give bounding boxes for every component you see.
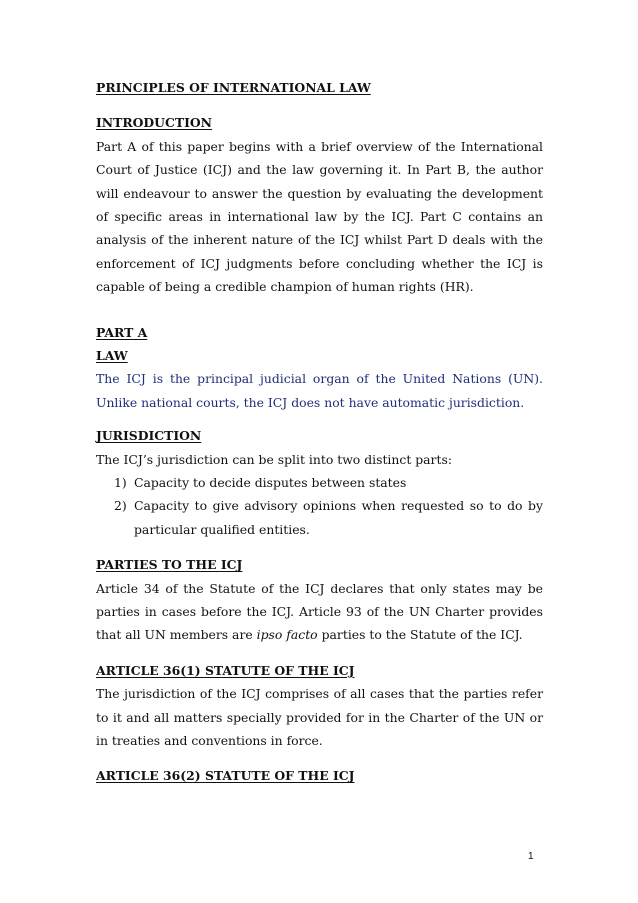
law-heading: LAW (96, 348, 128, 364)
parties-text-italic: ipso facto (256, 627, 318, 643)
article-36-1-heading: ARTICLE 36(1) STATUTE OF THE ICJ (96, 662, 355, 678)
list-item-number: 2) (114, 498, 127, 514)
article-36-2-heading: ARTICLE 36(2) STATUTE OF THE ICJ (96, 768, 355, 784)
list-item-text: Capacity to give advisory opinions when requested so to do by particular qualified entities. (134, 498, 543, 537)
jurisdiction-intro: The ICJ’s jurisdiction can be split into two distinct parts: (96, 451, 452, 467)
document-body (96, 76, 543, 788)
law-paragraph: The ICJ is the principal judicial organ of the United Nations (UN). Unlike national courts, the ICJ does not have automatic jurisdiction. (96, 371, 543, 410)
parties-paragraph (96, 577, 543, 647)
introduction-paragraph: Part A of this paper begins with a brief overview of the International Court of Justice (ICJ) and the law governing it. In Part B, the author will endeavour to answer the question by evaluating the development of specific areas in international law by the ICJ. Part C contains an analysis of the inherent nature of the ICJ whilst Part D deals with the enforcement of ICJ judgments before concluding whether the ICJ is capable of being a credible champion of human rights (HR). (96, 138, 543, 295)
page-number: 1 (528, 851, 534, 862)
list-item-text: Capacity to decide disputes between states (134, 475, 407, 491)
article-36-1-paragraph: The jurisdiction of the ICJ comprises of all cases that the parties refer to it and all matters specially provided for in the Charter of the UN or in treaties and conventions in force. (96, 686, 543, 749)
parties-text-after: parties to the Statute of the ICJ. (317, 627, 523, 643)
jurisdiction-list (96, 471, 543, 541)
list-item (96, 471, 543, 494)
parties-text-before: Article 34 of the Statute of the ICJ declares that only states may be parties in cases before the ICJ. Article 93 of the UN Charter provides that all UN members are (96, 580, 543, 643)
jurisdiction-heading: JURISDICTION (96, 428, 202, 444)
parties-heading: PARTIES TO THE ICJ (96, 557, 243, 573)
document-title: PRINCIPLES OF INTERNATIONAL LAW (96, 80, 371, 95)
list-item (96, 494, 543, 541)
part-a-heading: PART A (96, 324, 148, 340)
list-item-number: 1) (114, 475, 127, 491)
introduction-heading: INTRODUCTION (96, 115, 212, 131)
